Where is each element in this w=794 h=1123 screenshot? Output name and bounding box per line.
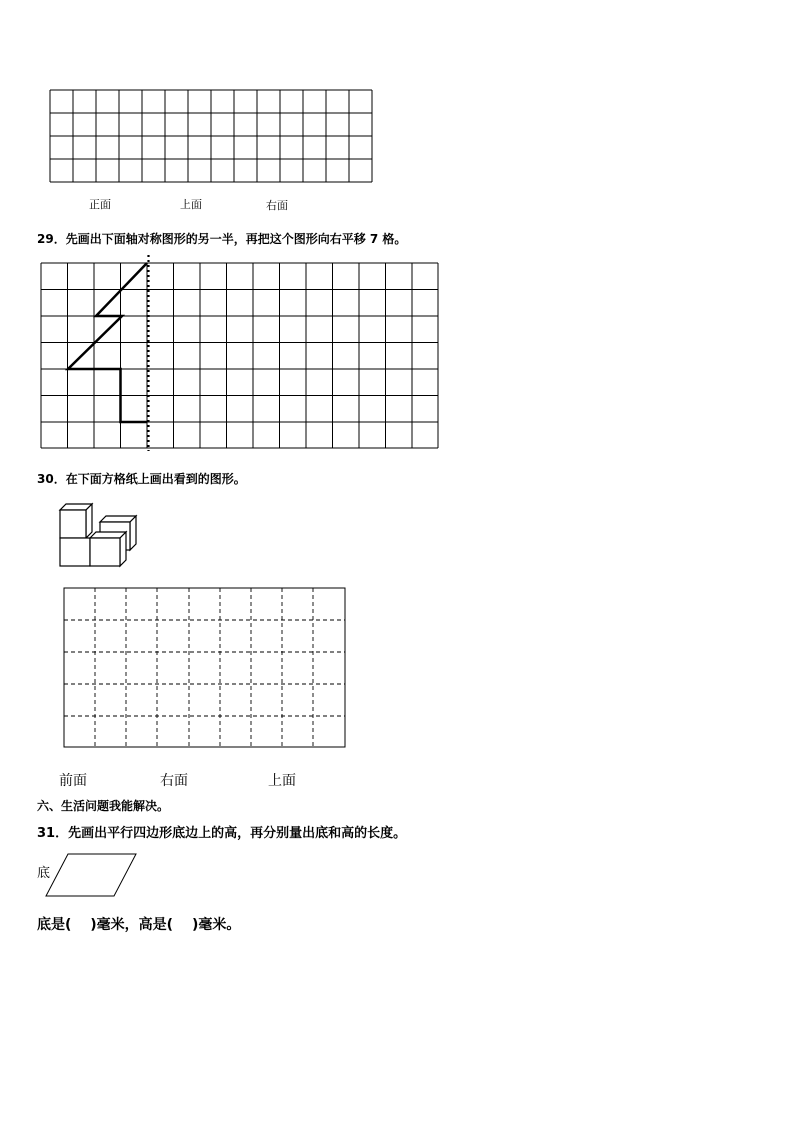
q31-answer-line: 底是( )毫米，高是( )毫米。 [37, 917, 241, 933]
q30-label-front: 前面 [59, 773, 87, 789]
top-square-grid [48, 88, 376, 184]
section6-title: 六、生活问题我能解决。 [37, 799, 170, 813]
q29-title: 29．先画出下面轴对称图形的另一半，再把这个图形向右平移 7 格。 [37, 232, 407, 246]
q31-base-label: 底 [37, 866, 51, 881]
q31-title: 31．先画出平行四边形底边上的高，再分别量出底和高的长度。 [37, 826, 407, 841]
q30-cube-figure [56, 502, 140, 570]
q29-symmetry-grid [40, 255, 440, 451]
q30-label-right: 右面 [160, 773, 188, 789]
top-label-front: 正面 [89, 198, 111, 211]
q30-label-top: 上面 [268, 773, 296, 789]
q30-dashed-grid [63, 587, 347, 749]
top-label-top: 上面 [180, 198, 202, 211]
parallelogram-figure [44, 852, 140, 900]
q30-title: 30．在下面方格纸上画出看到的图形。 [37, 472, 246, 486]
top-label-right: 右面 [266, 199, 288, 212]
